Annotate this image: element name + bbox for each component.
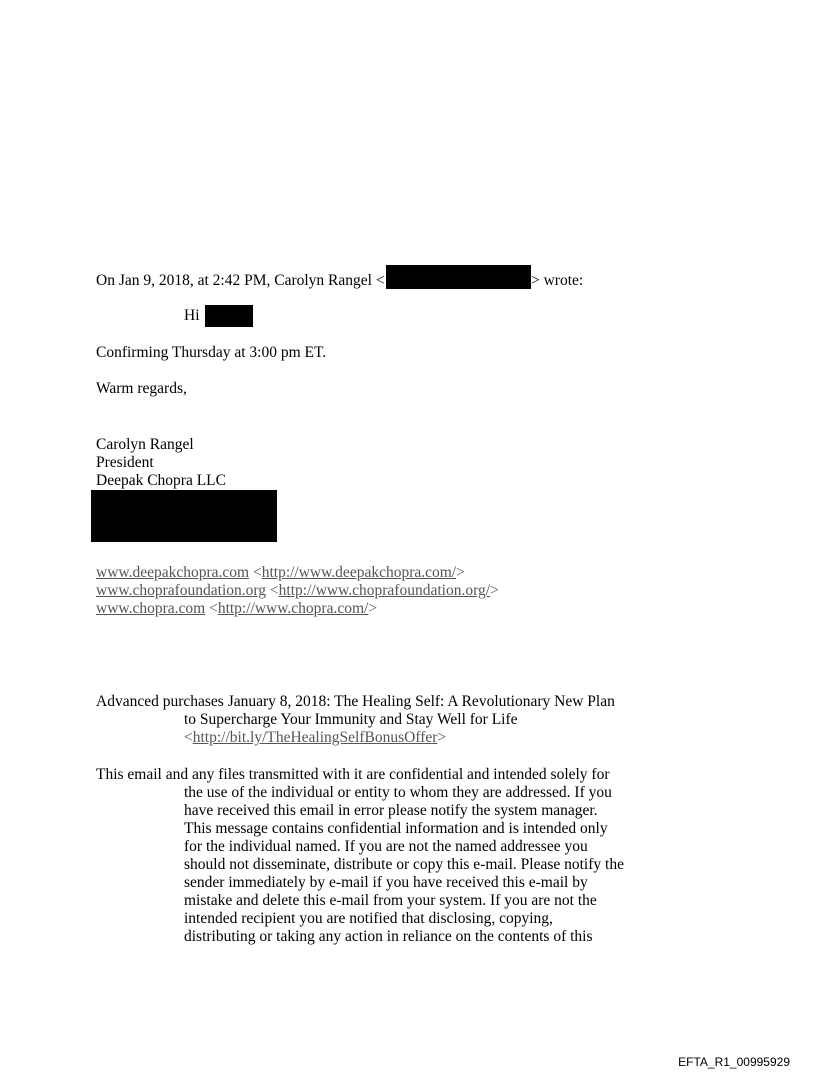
promo-line-1: Advanced purchases January 8, 2018: The Healing Self: A Revolutionary New Plan: [96, 693, 615, 710]
link-row-deepakchopra: [96, 564, 465, 582]
disclaimer-line: This email and any files transmitted with it are confidential and intended solely for: [96, 766, 610, 783]
link-sep: <: [266, 582, 279, 599]
link-choprafoundation-text[interactable]: www.choprafoundation.org: [96, 582, 267, 599]
closing-line: Warm regards,: [96, 380, 187, 397]
promo-close: >: [437, 729, 447, 746]
link-deepakchopra-url[interactable]: http://www.deepakchopra.com/: [261, 564, 457, 581]
disclaimer-line: for the individual named. If you are not the named addressee you: [184, 838, 588, 855]
redacted-email-address: [386, 265, 531, 289]
link-chopra-text[interactable]: www.chopra.com: [96, 600, 206, 617]
link-end: >: [456, 564, 465, 581]
promo-open: <: [184, 729, 193, 746]
disclaimer-line: distributing or taking any action in reliance on the contents of this: [184, 928, 593, 945]
link-end: >: [368, 600, 378, 617]
disclaimer-line: the use of the individual or entity to whom they are addressed. If you: [184, 784, 612, 801]
document-id: EFTA_R1_00995929: [678, 1055, 790, 1069]
disclaimer-line: should not disseminate, distribute or copy this e-mail. Please notify the: [184, 856, 624, 873]
link-end: >: [490, 582, 499, 599]
link-row-chopra: [96, 600, 377, 618]
disclaimer-line: mistake and delete this e-mail from your system. If you are not the: [184, 892, 597, 909]
link-deepakchopra-text[interactable]: www.deepakchopra.com: [96, 564, 250, 581]
link-sep: <: [205, 600, 218, 617]
redacted-contact-block: [91, 490, 277, 542]
header-suffix: > wrote:: [531, 272, 584, 289]
header-prefix: On Jan 9, 2018, at 2:42 PM, Carolyn Rangel <: [96, 272, 385, 289]
disclaimer-line: This message contains confidential information and is intended only: [184, 820, 608, 837]
confirm-line: Confirming Thursday at 3:00 pm ET.: [96, 344, 327, 361]
link-row-choprafoundation: [96, 582, 499, 600]
redacted-recipient-name: [205, 305, 253, 327]
email-header-line: [96, 272, 385, 290]
promo-link[interactable]: http://bit.ly/TheHealingSelfBonusOffer: [192, 729, 438, 746]
promo-link-row: [184, 729, 446, 747]
signature-title: President: [96, 454, 154, 471]
link-chopra-url[interactable]: http://www.chopra.com/: [217, 600, 369, 617]
greeting: Hi: [184, 307, 200, 324]
signature-name: Carolyn Rangel: [96, 436, 194, 453]
signature-company: Deepak Chopra LLC: [96, 472, 226, 489]
promo-line-2: to Supercharge Your Immunity and Stay Well for Life: [184, 711, 518, 728]
disclaimer-line: have received this email in error please notify the system manager.: [184, 802, 598, 819]
link-sep: <: [249, 564, 262, 581]
disclaimer-line: sender immediately by e-mail if you have received this e-mail by: [184, 874, 588, 891]
link-choprafoundation-url[interactable]: http://www.choprafoundation.org/: [278, 582, 491, 599]
disclaimer-line: intended recipient you are notified that disclosing, copying,: [184, 910, 553, 927]
